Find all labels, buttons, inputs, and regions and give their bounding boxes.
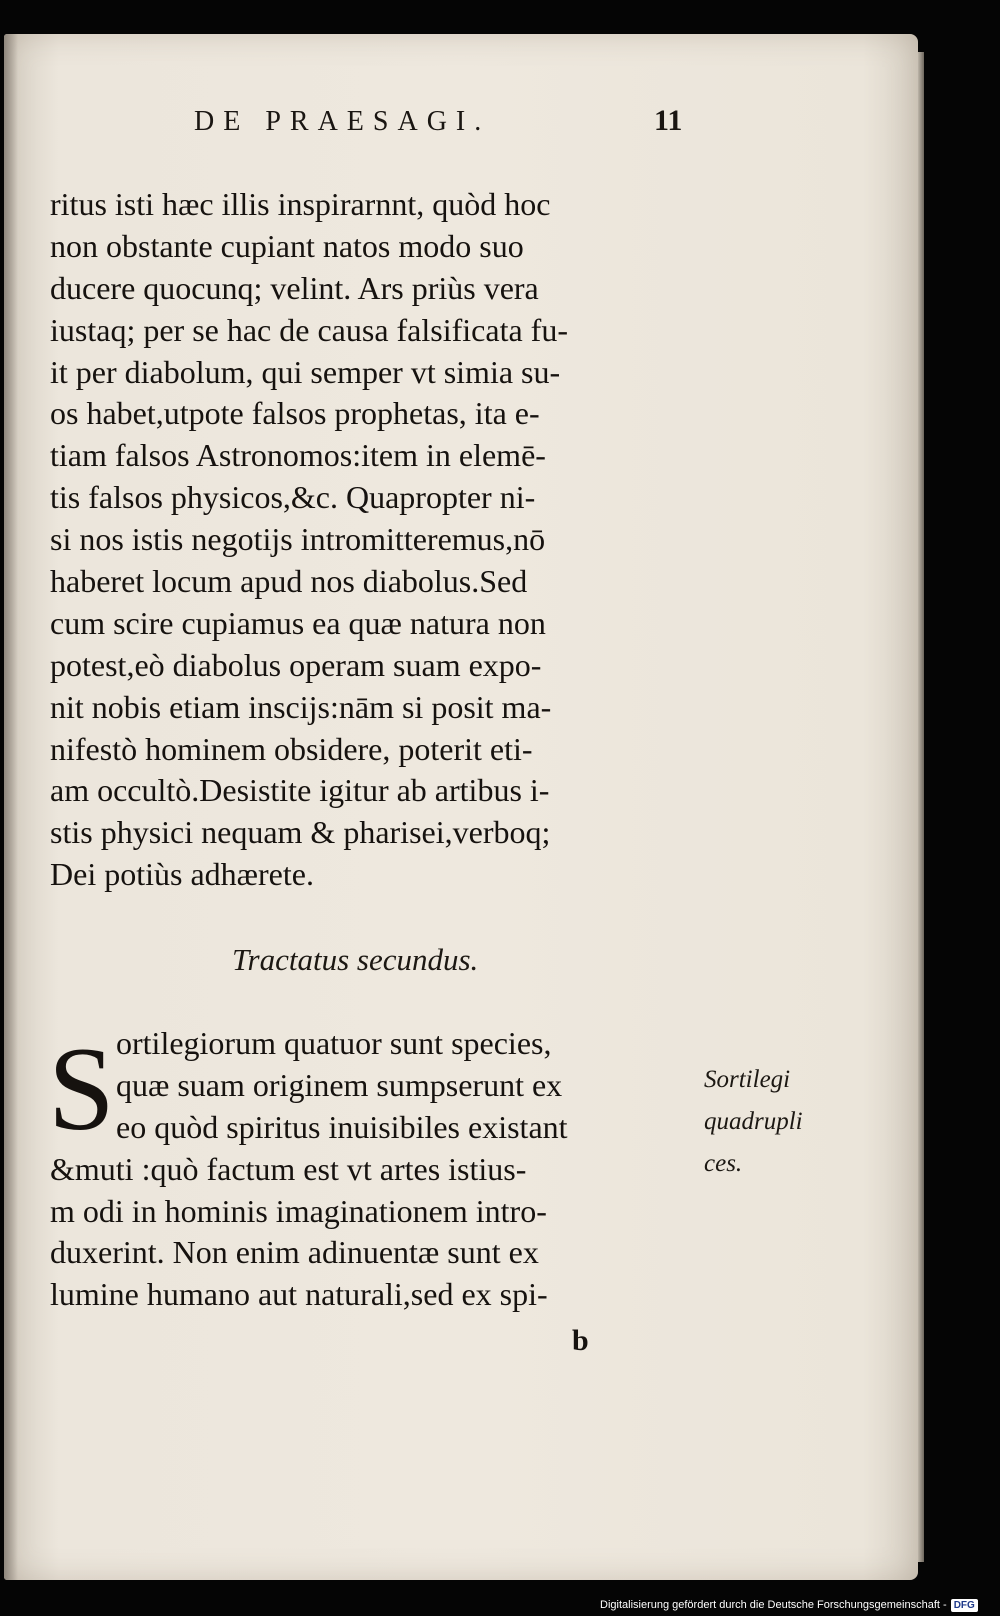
text-line: am occultò.Desistite igitur ab artibus i- [50, 772, 550, 809]
text-line: tis falsos physicos,&c. Quapropter ni- [50, 479, 536, 516]
digitization-credit [600, 1596, 978, 1614]
marginal-note-line: Sortilegi [704, 1066, 791, 1093]
credit-text: Digitalisierung gefördert durch die Deutsche Forschungsgemeinschaft - [600, 1599, 947, 1611]
text-line: os habet,utpote falsos prophetas, ita e- [50, 395, 540, 432]
section-text-block [50, 1022, 690, 1315]
text-line: Dei potiùs adhærete. [50, 856, 314, 893]
signature-mark: b [572, 1324, 589, 1357]
text-line: duxerint. Non enim adinuentæ sunt ex [50, 1234, 539, 1271]
text-line: quæ suam originem sumpserunt ex [116, 1066, 563, 1103]
text-line: ducere quocunq; velint. Ars priùs vera [50, 269, 539, 306]
running-head [194, 106, 694, 146]
text-line: &muti :quò factum est vt artes istius- [50, 1150, 527, 1187]
text-line: tiam falsos Astronomos:item in elemē- [50, 437, 546, 474]
drop-cap-initial: S [48, 1022, 115, 1155]
text-line: si nos istis negotijs intromitteremus,nō [50, 521, 546, 558]
page-edge [918, 52, 924, 1562]
marginal-note [704, 1059, 854, 1185]
text-line: potest,eò diabolus operam suam expo- [50, 646, 542, 683]
text-line: it per diabolum, qui semper vt simia su- [50, 353, 561, 390]
text-line: stis physici nequam & pharisei,verboq; [50, 814, 551, 851]
text-line: non obstante cupiant natos modo suo [50, 227, 524, 264]
main-text-block [50, 184, 690, 896]
text-line: cum scire cupiamus ea quæ natura non [50, 604, 546, 641]
running-title: DE PRAESAGI. [194, 106, 491, 137]
text-line: lumine humano aut naturali,sed ex spi- [50, 1276, 548, 1313]
text-line: ritus isti hæc illis inspirarnnt, quòd hoc [50, 186, 551, 222]
text-line: haberet locum apud nos diabolus.Sed [50, 563, 528, 600]
section-heading: Tractatus secundus. [232, 942, 479, 977]
marginal-note-line: ces. [704, 1150, 743, 1177]
page-number: 11 [654, 104, 683, 137]
text-line: iustaq; per se hac de causa falsificata fu- [50, 311, 568, 348]
text-line: ortilegiorum quatuor sunt species, [116, 1025, 552, 1061]
text-line: eo quòd spiritus inuisibiles existant [116, 1108, 568, 1145]
text-line: nifestò hominem obsidere, poterit eti- [50, 730, 533, 767]
marginal-note-line: quadrupli [704, 1108, 803, 1135]
text-line: nit nobis etiam inscijs:nām si posit ma- [50, 688, 552, 725]
text-line: m odi in hominis imaginationem intro- [50, 1192, 547, 1229]
book-page [4, 34, 918, 1580]
dfg-logo: DFG [951, 1599, 978, 1612]
